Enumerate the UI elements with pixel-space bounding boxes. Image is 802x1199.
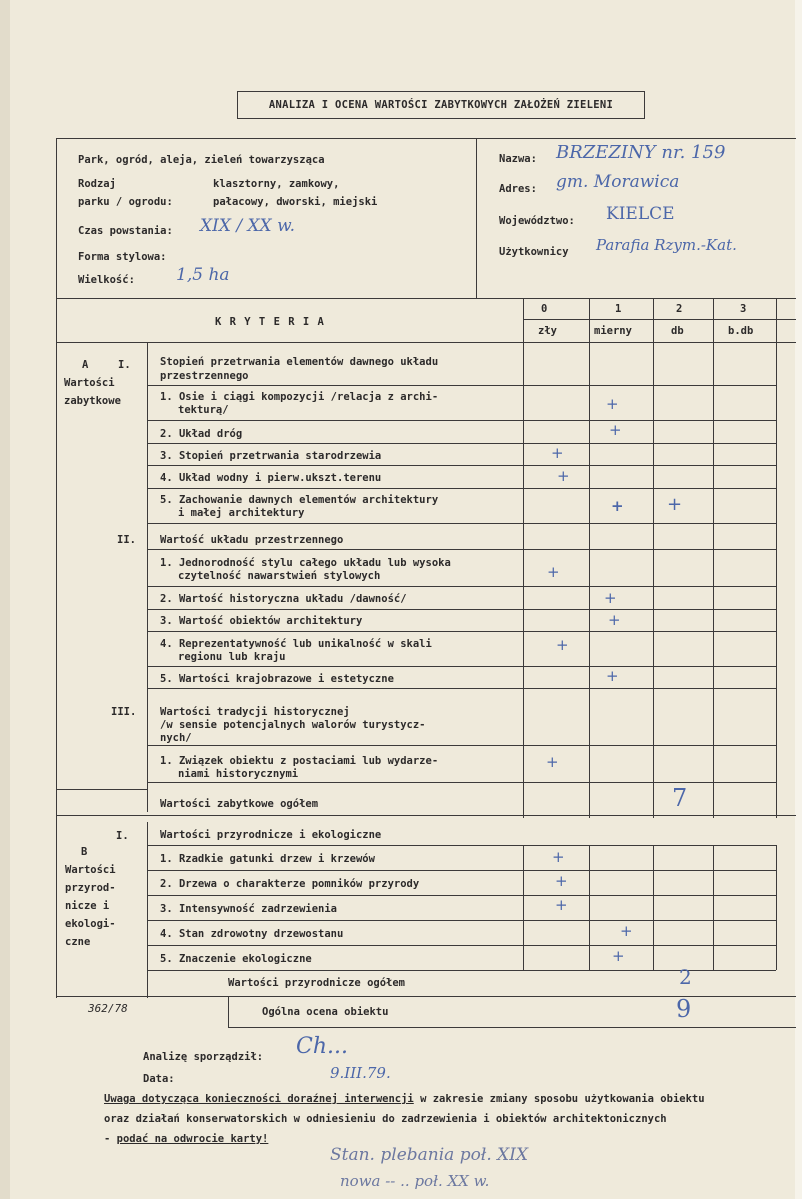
wielkosc-label: Wielkość:: [78, 274, 135, 286]
section-b-divider: [147, 822, 148, 998]
a-total-value: 7: [672, 784, 688, 812]
group3-title-1: Wartości tradycji historycznej: [160, 706, 350, 718]
col-line-3: [713, 298, 714, 818]
g2-item-3-l1: 3. Wartość obiektów architektury: [160, 615, 363, 627]
g2-item-5-l1: 5. Wartości krajobrazowe i estetyczne: [160, 673, 394, 685]
col-2-label: db: [671, 325, 684, 337]
woj-label: Województwo:: [499, 215, 575, 227]
kryteria-heading: K R Y T E R I A: [215, 316, 325, 328]
b-item-4: 4. Stan zdrowotny drzewostanu: [160, 928, 344, 940]
criteria-top-line: [56, 298, 796, 299]
header-divider: [476, 138, 477, 298]
b-total-value: 2: [679, 965, 692, 989]
g3-item-1-mark: +: [546, 753, 559, 771]
rodzaj-options-2: pałacowy, dworski, miejski: [213, 196, 378, 208]
section-b-title: Wartości przyrodnicze i ekologiczne: [160, 829, 382, 841]
col-line-0: [523, 298, 524, 818]
g2-item-4-l1: 4. Reprezentatywność lub unikalność w skali: [160, 638, 432, 650]
b-line-2: [147, 895, 776, 896]
g2-item-2-l1: 2. Wartość historyczna układu /dawność/: [160, 593, 407, 605]
b-item-1-mark: +: [552, 848, 565, 866]
b-item-5: 5. Znaczenie ekologiczne: [160, 953, 312, 965]
note-line-2: oraz działań konserwatorskich w odniesieniu do zadrzewienia i obiektów architektonicznych: [104, 1113, 667, 1125]
woj-value: KIELCE: [606, 204, 675, 224]
col-line-4: [776, 298, 777, 818]
g1-item-1-l1: 1. Osie i ciągi kompozycji /relacja z archi-: [160, 391, 439, 403]
g1-item-4-l1: 4. Układ wodny i pierw.ukszt.terenu: [160, 472, 382, 484]
b-col-line-3: [713, 845, 714, 970]
col-0-label: zły: [538, 325, 557, 337]
g1-item-5-l2: i małej architektury: [178, 507, 305, 519]
b-item-4-mark: +: [620, 922, 633, 940]
b-col-line-1: [589, 845, 590, 970]
g1-item-3-l1: 3. Stopień przetrwania starodrzewia: [160, 450, 382, 462]
analiza-label: Analizę sporządził:: [143, 1051, 264, 1063]
b-line-3: [147, 920, 776, 921]
file-number: 362/78: [88, 1002, 128, 1015]
g3-item-1-l2: niami historycznymi: [178, 768, 299, 780]
adres-label: Adres:: [499, 183, 537, 195]
b-item-3-mark: +: [555, 896, 568, 914]
analiza-signature: Ch...: [296, 1034, 348, 1059]
col-3-num: 3: [740, 303, 747, 315]
col-1-label: mierny: [594, 325, 632, 337]
data-value: 9.III.79.: [330, 1064, 391, 1082]
b-item-2: 2. Drzewa o charakterze pomników przyrody: [160, 878, 420, 890]
section-a-label-2: Wartości: [64, 377, 115, 389]
section-b-letter: B: [81, 846, 88, 858]
form-title: ANALIZA I OCENA WARTOŚCI ZABYTKOWYCH ZAŁOŻEŃ ZIELENI: [268, 99, 614, 111]
parku-label: parku / ogrodu:: [78, 196, 173, 208]
g1-item-2-l1: 2. Układ dróg: [160, 428, 243, 440]
uzyt-label: Użytkownicy: [499, 246, 569, 258]
g1-item-1-l2: tekturą/: [178, 404, 229, 416]
frame-top: [56, 138, 796, 139]
paper-edge: [795, 0, 802, 1199]
type-line: Park, ogród, aleja, zieleń towarzysząca: [78, 154, 325, 166]
col-2-num: 2: [676, 303, 683, 315]
uzyt-value: Parafia Rzym.-Kat.: [596, 236, 737, 254]
overall-label: Ogólna ocena obiektu: [262, 1006, 389, 1018]
g2-item-1-l1: 1. Jednorodność stylu całego układu lub wysoka: [160, 557, 451, 569]
forma-label: Forma stylowa:: [78, 251, 167, 263]
g1-item-4-mark: +: [557, 467, 570, 485]
b-col-line-2: [653, 845, 654, 970]
criteria-mid-line: [523, 319, 796, 320]
b-line-0: [147, 845, 776, 846]
g2-line-0: [147, 549, 776, 550]
g1-item-2-mark: +: [609, 421, 622, 439]
g1-line-4: [147, 488, 776, 489]
g3-item-1-l1: 1. Związek obiektu z postaciami lub wydarze-: [160, 755, 439, 767]
nazwa-value: BRZEZINY nr. 159: [556, 142, 726, 163]
g2-item-4-l2: regionu lub kraju: [178, 651, 286, 663]
section-a-divider: [147, 342, 148, 812]
b-line-1: [147, 870, 776, 871]
data-label: Data:: [143, 1073, 175, 1085]
g2-line-2: [147, 609, 776, 610]
b-col-line-4: [776, 845, 777, 970]
g1-item-5-mark-scribble: +: [611, 497, 624, 515]
section-b-label-2: Wartości: [65, 864, 116, 876]
adres-value: gm. Morawica: [556, 172, 680, 192]
g2-line-4: [147, 666, 776, 667]
rodzaj-label: Rodzaj: [78, 178, 116, 190]
handwritten-note-1: Stan. plebania poł. XIX: [330, 1145, 529, 1165]
col-0-num: 0: [541, 303, 548, 315]
g2-item-5-mark: +: [606, 667, 619, 685]
group3-title-2: /w sensie potencjalnych walorów turystycz-: [160, 719, 426, 731]
g3-line-0: [147, 745, 776, 746]
b-item-5-mark: +: [612, 947, 625, 965]
nazwa-label: Nazwa:: [499, 153, 537, 165]
overall-left-line: [228, 996, 229, 1028]
g1-line-3: [147, 465, 776, 466]
frame-left: [56, 138, 57, 998]
note-dash: -: [104, 1133, 117, 1145]
g1-line-5: [147, 523, 776, 524]
a-total-left-line: [56, 789, 147, 790]
g2-line-5: [147, 688, 776, 689]
g1-item-5-mark: +: [667, 494, 683, 515]
section-b-label-3: przyrod-: [65, 882, 116, 894]
section-b-label-6: czne: [65, 936, 91, 948]
section-b-label-5: ekologi-: [65, 918, 116, 930]
g2-line-1: [147, 586, 776, 587]
b-item-2-mark: +: [555, 872, 568, 890]
g1-item-3-mark: +: [551, 444, 564, 462]
note-rest-1: w zakresie zmiany sposobu użytkowania obiektu: [413, 1093, 705, 1105]
col-3-label: b.db: [728, 325, 754, 337]
section-a-label-3: zabytkowe: [64, 395, 121, 407]
b-item-1: 1. Rzadkie gatunki drzew i krzewów: [160, 853, 375, 865]
g1-line-1: [147, 420, 776, 421]
group1-title-2: przestrzennego: [160, 370, 249, 382]
g1-line-2: [147, 443, 776, 444]
g2-item-3-mark: +: [608, 611, 621, 629]
overall-bottom-line: [228, 1027, 796, 1028]
group2-title: Wartość układu przestrzennego: [160, 534, 344, 546]
b-item-3: 3. Intensywność zadrzewienia: [160, 903, 338, 915]
czas-value: XIX / XX w.: [200, 216, 296, 236]
b-line-4: [147, 945, 776, 946]
group3-title-3: nych/: [160, 732, 192, 744]
rodzaj-options-1: klasztorny, zamkowy,: [213, 178, 340, 190]
a-total-bottom-line: [56, 815, 796, 816]
section-a-letter: A: [82, 359, 89, 371]
section-b-roman: I.: [116, 830, 129, 842]
note-line-3-underlined: podać na odwrocie karty!: [116, 1133, 269, 1145]
section-a-roman-2: II.: [117, 534, 136, 546]
overall-value: 9: [676, 995, 692, 1023]
a-total-label: Wartości zabytkowe ogółem: [160, 798, 319, 810]
col-1-num: 1: [615, 303, 622, 315]
criteria-bottom-line: [56, 342, 796, 343]
b-col-line-0: [523, 845, 524, 970]
paper-fold-shadow: [0, 0, 10, 1199]
g2-item-1-mark: +: [547, 563, 560, 581]
g1-item-5-l1: 5. Zachowanie dawnych elementów architektury: [160, 494, 439, 506]
col-line-1: [589, 298, 590, 818]
section-a-roman-1: I.: [118, 359, 131, 371]
g1-item-1-mark: +: [606, 395, 619, 413]
section-a-roman-3: III.: [111, 706, 137, 718]
note-line-3: [104, 1133, 268, 1146]
g1-line-0: [147, 385, 776, 386]
col-line-2: [653, 298, 654, 818]
form-title-box: [237, 91, 645, 119]
section-b-label-4: nicze i: [65, 900, 110, 912]
g2-item-1-l2: czytelność nawarstwień stylowych: [178, 570, 381, 582]
wielkosc-value: 1,5 ha: [176, 265, 230, 285]
b-total-label: Wartości przyrodnicze ogółem: [228, 977, 406, 989]
group1-title-1: Stopień przetrwania elementów dawnego układu: [160, 356, 439, 368]
note-underlined: Uwaga dotycząca konieczności doraźnej interwencji: [104, 1093, 414, 1105]
note-line-1: [104, 1093, 705, 1106]
g2-item-4-mark: +: [556, 636, 569, 654]
g2-line-3: [147, 631, 776, 632]
g2-item-2-mark: +: [604, 589, 617, 607]
czas-label: Czas powstania:: [78, 225, 173, 237]
handwritten-note-2: nowa -- .. poł. XX w.: [340, 1172, 490, 1190]
